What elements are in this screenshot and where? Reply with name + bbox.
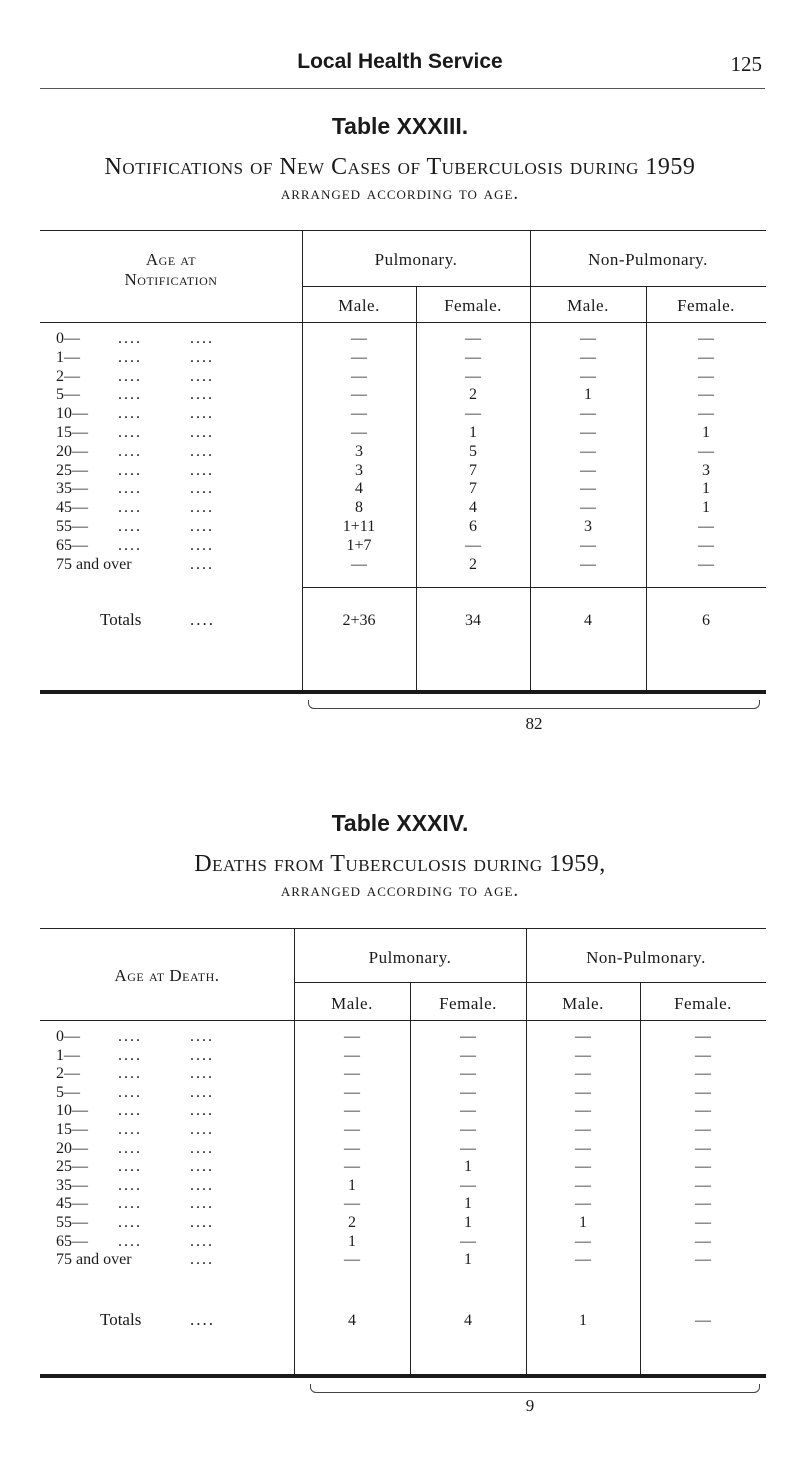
cell-nm: —	[575, 1083, 591, 1101]
cell-pf: —	[465, 367, 481, 385]
cell-pm: 1	[348, 1176, 356, 1194]
nonpulmonary-male-header: Male.	[562, 994, 604, 1013]
cell-pm: —	[344, 1139, 360, 1157]
cell-pm: —	[344, 1195, 360, 1213]
dot-leader: ....	[118, 367, 142, 385]
total-nonpulmonary-male: 1	[579, 1312, 587, 1329]
cell-nf: —	[698, 518, 714, 535]
cell-pf: —	[460, 1046, 476, 1064]
cell-pm: —	[351, 330, 367, 347]
subheader-rule	[302, 286, 766, 287]
cell-nf: —	[695, 1046, 711, 1064]
dot-leader: ....	[190, 499, 214, 517]
dot-leader: ....	[118, 1028, 142, 1045]
age-header: Age at Death.	[114, 966, 220, 985]
cell-nm: —	[580, 330, 596, 347]
dot-leader: ....	[118, 499, 142, 517]
table-row	[40, 1047, 766, 1065]
dot-leader: ....	[190, 1083, 214, 1101]
total-nonpulmonary-male: 4	[584, 612, 592, 629]
pulmonary-header: Pulmonary.	[374, 250, 458, 269]
dot-leader: ....	[190, 367, 214, 385]
table-subtitle: Deaths from Tuberculosis during 1959,	[194, 851, 606, 877]
cell-nm: —	[575, 1028, 591, 1045]
cell-pm: —	[351, 367, 367, 385]
dot-leader: ....	[118, 1214, 142, 1231]
cell-pm: —	[351, 386, 367, 404]
dot-leader: ....	[118, 1046, 142, 1064]
cell-pf: —	[460, 1139, 476, 1157]
table-row	[40, 424, 766, 442]
dot-leader: ....	[118, 1139, 142, 1157]
table-row	[40, 480, 766, 498]
cell-nf: —	[695, 1232, 711, 1250]
cell-nm: —	[575, 1251, 591, 1269]
dot-leader: ....	[118, 461, 142, 479]
page-header	[0, 50, 800, 76]
dot-leader: ....	[190, 1251, 214, 1269]
cell-nm: —	[580, 367, 596, 385]
cell-nm: —	[580, 499, 596, 517]
cell-nf: —	[698, 386, 714, 404]
cell-pf: —	[460, 1065, 476, 1083]
dot-leader: ....	[190, 1158, 214, 1176]
table-row	[40, 556, 766, 574]
dot-leader: ....	[118, 405, 142, 423]
cell-pm: —	[351, 405, 367, 423]
dot-leader: ....	[118, 1083, 142, 1101]
cell-pm: —	[344, 1083, 360, 1101]
dot-leader: ....	[190, 424, 214, 441]
age-header-line1: Age at	[145, 250, 197, 269]
table-row	[40, 1177, 766, 1195]
cell-nm: —	[580, 405, 596, 423]
age-label: 55—	[56, 1214, 88, 1231]
cell-pf: 2	[469, 555, 477, 573]
totals-label: Totals	[100, 610, 142, 629]
age-label: 45—	[56, 499, 88, 517]
totals-rule	[302, 587, 766, 588]
table-row	[40, 330, 766, 348]
cell-nm: —	[580, 480, 596, 498]
dot-leader: ....	[190, 555, 214, 573]
cell-nm: —	[575, 1046, 591, 1064]
cell-nf: —	[698, 367, 714, 385]
total-nonpulmonary-female: 6	[702, 612, 710, 629]
dot-leader: ....	[118, 1158, 142, 1176]
nonpulmonary-female-header: Female.	[677, 296, 735, 315]
table-row	[40, 518, 766, 536]
age-label: 2—	[56, 1065, 80, 1083]
dot-leader: ....	[118, 1102, 142, 1120]
header-rule	[40, 88, 765, 89]
cell-nm: —	[580, 461, 596, 479]
dot-leader: ....	[190, 386, 214, 404]
cell-pf: 1	[469, 424, 477, 441]
dot-leader: ....	[118, 536, 142, 554]
age-label: 5—	[56, 1083, 80, 1101]
cell-pm: —	[344, 1102, 360, 1120]
cell-pf: —	[460, 1083, 476, 1101]
dot-leader: ....	[190, 610, 215, 629]
cell-nm: —	[580, 424, 596, 441]
dot-leader: ....	[190, 1102, 214, 1120]
total-pulmonary-female: 4	[464, 1312, 472, 1329]
nonpulmonary-header: Non-Pulmonary.	[586, 948, 706, 967]
cell-pf: —	[460, 1232, 476, 1250]
age-label: 55—	[56, 518, 88, 535]
cell-nf: —	[695, 1028, 711, 1045]
cell-pm: 1	[348, 1232, 356, 1250]
cell-nm: —	[575, 1176, 591, 1194]
cell-nm: —	[575, 1232, 591, 1250]
age-label: 20—	[56, 1139, 88, 1157]
table-row	[40, 405, 766, 423]
cell-pm: —	[344, 1028, 360, 1045]
cell-pf: 4	[469, 499, 477, 517]
table-row	[40, 1214, 766, 1232]
cell-pm: —	[351, 424, 367, 441]
table-xxxiv	[40, 928, 766, 1415]
pulmonary-female-header: Female.	[444, 296, 502, 315]
cell-nf: —	[698, 348, 714, 366]
cell-nf: —	[695, 1195, 711, 1213]
age-label: 65—	[56, 1232, 88, 1250]
dot-leader: ....	[190, 330, 214, 347]
dot-leader: ....	[118, 1176, 142, 1194]
nonpulmonary-male-header: Male.	[567, 296, 609, 315]
pulmonary-male-header: Male.	[331, 994, 373, 1013]
table-row	[40, 1140, 766, 1158]
table-row	[40, 1233, 766, 1251]
cell-nm: —	[575, 1195, 591, 1213]
table-row	[40, 368, 766, 386]
table-subtitle: Notifications of New Cases of Tuberculosis during 1959	[104, 154, 696, 180]
cell-pf: 7	[469, 480, 477, 498]
total-pulmonary-female: 34	[465, 612, 481, 629]
age-label: 65—	[56, 536, 88, 554]
cell-pm: —	[344, 1251, 360, 1269]
grand-total: 82	[525, 714, 543, 733]
dot-leader: ....	[190, 1139, 214, 1157]
table-row	[40, 537, 766, 555]
cell-nf: —	[695, 1065, 711, 1083]
cell-nf: —	[698, 405, 714, 423]
pulmonary-female-header: Female.	[439, 994, 497, 1013]
pulmonary-male-header: Male.	[338, 296, 380, 315]
cell-pf: 2	[469, 386, 477, 404]
age-label: 15—	[56, 424, 88, 441]
table-row	[40, 1121, 766, 1139]
dot-leader: ....	[190, 405, 214, 423]
cell-nf: 1	[702, 499, 710, 517]
dot-leader: ....	[118, 424, 142, 441]
age-label: 35—	[56, 1176, 88, 1194]
dot-leader: ....	[118, 1065, 142, 1083]
age-label: 25—	[56, 461, 88, 479]
dot-leader: ....	[118, 1121, 142, 1138]
age-label: 15—	[56, 1121, 88, 1138]
cell-nf: 3	[702, 461, 710, 479]
dot-leader: ....	[118, 348, 142, 366]
cell-pf: 6	[469, 518, 477, 535]
cell-nf: —	[695, 1139, 711, 1157]
age-label: 45—	[56, 1195, 88, 1213]
dot-leader: ....	[190, 1195, 214, 1213]
nonpulmonary-header: Non-Pulmonary.	[588, 250, 708, 269]
table-xxxiii-heading	[0, 113, 800, 205]
total-pulmonary-male: 4	[348, 1312, 356, 1329]
table-subtitle-line2: arranged according to age.	[280, 880, 520, 901]
table-title: Table XXXIV.	[331, 810, 469, 836]
table-row	[40, 499, 766, 517]
cell-pf: —	[460, 1176, 476, 1194]
cell-nf: —	[695, 1176, 711, 1194]
cell-pm: 2	[348, 1214, 356, 1231]
cell-nf: —	[698, 536, 714, 554]
top-rule	[40, 928, 766, 929]
page-number: 125	[730, 52, 762, 76]
cell-nm: 3	[584, 518, 592, 535]
age-label: 20—	[56, 442, 88, 460]
table-xxxiv-heading	[0, 810, 800, 902]
dot-leader: ....	[190, 461, 214, 479]
grand-total-brace	[310, 1384, 760, 1393]
table-row	[40, 443, 766, 461]
table-row	[40, 462, 766, 480]
table-row	[40, 386, 766, 404]
cell-nm: —	[580, 348, 596, 366]
age-label: 1—	[56, 1046, 80, 1064]
cell-nf: —	[695, 1214, 711, 1231]
age-label: 10—	[56, 1102, 88, 1120]
cell-nm: —	[575, 1158, 591, 1176]
cell-pm: —	[344, 1158, 360, 1176]
table-row	[40, 1251, 766, 1269]
cell-pf: —	[465, 330, 481, 347]
age-label: 35—	[56, 480, 88, 498]
age-label: 2—	[56, 367, 80, 385]
table-row	[40, 1158, 766, 1176]
subheader-rule	[294, 982, 766, 983]
dot-leader: ....	[190, 1232, 214, 1250]
grand-total-brace	[308, 700, 760, 709]
cell-nf: 1	[702, 480, 710, 498]
totals-row	[40, 1312, 766, 1330]
header-bottom-rule	[40, 1020, 766, 1021]
cell-pf: —	[460, 1121, 476, 1138]
cell-pm: 4	[355, 480, 363, 498]
pulmonary-header: Pulmonary.	[368, 948, 452, 967]
dot-leader: ....	[190, 442, 214, 460]
header-bottom-rule	[40, 322, 766, 323]
dot-leader: ....	[118, 386, 142, 404]
cell-pf: —	[460, 1028, 476, 1045]
cell-nm: 1	[584, 386, 592, 404]
age-label: 1—	[56, 348, 80, 366]
cell-pf: 5	[469, 442, 477, 460]
dot-leader: ....	[190, 1176, 214, 1194]
cell-pf: 1	[464, 1251, 472, 1269]
cell-nm: 1	[579, 1214, 587, 1231]
totals-row	[40, 612, 766, 630]
cell-nf: —	[695, 1121, 711, 1138]
age-header	[40, 250, 302, 290]
cell-nf: —	[695, 1158, 711, 1176]
bottom-thick-rule	[40, 1374, 766, 1378]
total-pulmonary-male: 2+36	[342, 612, 376, 629]
dot-leader: ....	[190, 1214, 214, 1231]
total-nonpulmonary-female: —	[695, 1312, 711, 1329]
cell-nf: —	[698, 555, 714, 573]
cell-pm: 8	[355, 499, 363, 517]
grand-total: 9	[525, 1396, 535, 1415]
dot-leader: ....	[118, 518, 142, 535]
age-label: 10—	[56, 405, 88, 423]
dot-leader: ....	[118, 480, 142, 498]
cell-pf: 7	[469, 461, 477, 479]
table-row	[40, 1102, 766, 1120]
dot-leader: ....	[190, 480, 214, 498]
cell-pm: 1+11	[342, 518, 376, 535]
table-row	[40, 1065, 766, 1083]
bottom-thick-rule	[40, 690, 766, 694]
cell-nf: —	[698, 442, 714, 460]
age-label: 75 and over	[56, 1251, 132, 1269]
dot-leader: ....	[190, 1065, 214, 1083]
cell-pf: 1	[464, 1214, 472, 1231]
cell-nf: —	[698, 330, 714, 347]
dot-leader: ....	[190, 1028, 214, 1045]
cell-nf: —	[695, 1083, 711, 1101]
dot-leader: ....	[190, 1310, 215, 1329]
cell-pm: 3	[355, 442, 363, 460]
age-label: 25—	[56, 1158, 88, 1176]
cell-nm: —	[575, 1139, 591, 1157]
cell-pf: 1	[464, 1158, 472, 1176]
table-row	[40, 1195, 766, 1213]
dot-leader: ....	[190, 1046, 214, 1064]
age-label: 5—	[56, 386, 80, 404]
cell-nm: —	[580, 442, 596, 460]
cell-nm: —	[580, 536, 596, 554]
table-subtitle-line2: arranged according to age.	[280, 183, 520, 204]
cell-pf: —	[465, 536, 481, 554]
age-header-line2: Notification	[124, 270, 218, 289]
dot-leader: ....	[190, 536, 214, 554]
totals-label: Totals	[100, 1310, 142, 1329]
cell-nm: —	[575, 1121, 591, 1138]
dot-leader: ....	[118, 330, 142, 347]
cell-pm: 3	[355, 461, 363, 479]
age-label: 0—	[56, 1028, 80, 1045]
running-title: Local Health Service	[297, 50, 503, 73]
table-title: Table XXXIII.	[331, 113, 469, 139]
cell-pf: —	[465, 405, 481, 423]
cell-nf: 1	[702, 424, 710, 441]
cell-pm: —	[344, 1046, 360, 1064]
dot-leader: ....	[190, 348, 214, 366]
cell-pm: —	[344, 1065, 360, 1083]
cell-pf: —	[460, 1102, 476, 1120]
nonpulmonary-female-header: Female.	[674, 994, 732, 1013]
cell-pm: —	[351, 555, 367, 573]
cell-pm: 1+7	[346, 536, 372, 554]
age-label: 0—	[56, 330, 80, 347]
table-row	[40, 349, 766, 367]
dot-leader: ....	[190, 1121, 214, 1138]
cell-nm: —	[575, 1102, 591, 1120]
cell-nm: —	[580, 555, 596, 573]
dot-leader: ....	[118, 1232, 142, 1250]
dot-leader: ....	[118, 442, 142, 460]
cell-pf: —	[465, 348, 481, 366]
dot-leader: ....	[118, 1195, 142, 1213]
top-rule	[40, 230, 766, 231]
cell-nm: —	[575, 1065, 591, 1083]
age-label: 75 and over	[56, 555, 132, 573]
dot-leader: ....	[190, 518, 214, 535]
table-row	[40, 1028, 766, 1046]
cell-pm: —	[344, 1121, 360, 1138]
cell-nf: —	[695, 1102, 711, 1120]
table-xxxiii	[40, 230, 766, 733]
table-row	[40, 1084, 766, 1102]
cell-pm: —	[351, 348, 367, 366]
cell-nf: —	[695, 1251, 711, 1269]
cell-pf: 1	[464, 1195, 472, 1213]
